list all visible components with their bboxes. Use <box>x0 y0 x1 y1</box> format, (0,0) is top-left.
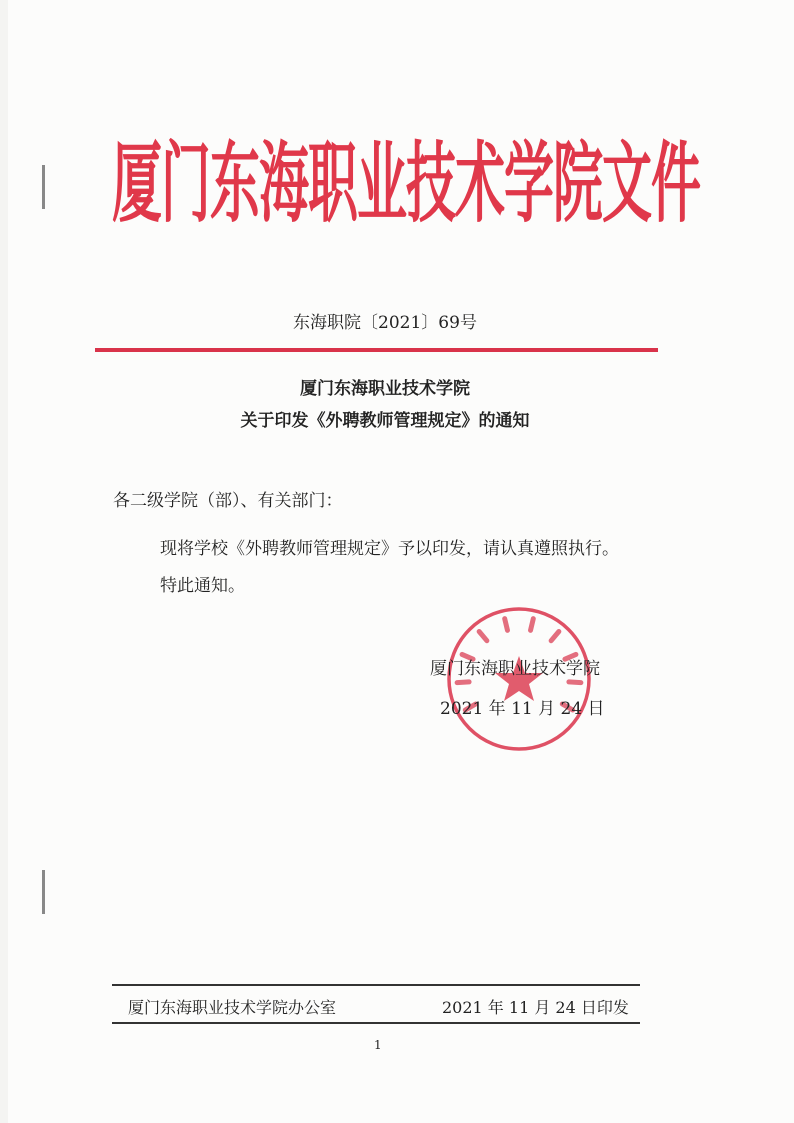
seal-letter-mark <box>505 619 508 631</box>
notice-title-line1: 厦门东海职业技术学院 <box>300 379 470 399</box>
body-paragraph: 现将学校《外聘教师管理规定》予以印发，请认真遵照执行。 <box>160 539 619 559</box>
footer-top-rule <box>112 984 640 986</box>
footer-issued-date: 2021 年 11 月 24 日印发 <box>442 998 629 1017</box>
document-number: 东海职院〔2021〕69号 <box>293 313 477 333</box>
seal-letter-mark <box>479 632 487 641</box>
footer-office: 厦门东海职业技术学院办公室 <box>128 998 337 1017</box>
page-number: 1 <box>374 1038 382 1052</box>
document-header: 厦门东海职业技术学院文件 <box>112 133 700 235</box>
footer-bottom-rule <box>112 1022 640 1024</box>
seal-letter-mark <box>457 682 469 683</box>
seal-letter-mark <box>551 632 559 641</box>
body-paragraph: 特此通知。 <box>160 576 245 596</box>
signature-date: 2021 年 11 月 24 日 <box>440 699 605 719</box>
official-seal <box>444 604 594 754</box>
binder-mark <box>42 870 45 914</box>
red-divider <box>95 348 658 352</box>
signature-org: 厦门东海职业技术学院 <box>430 659 600 679</box>
binder-mark <box>42 165 45 209</box>
seal-letter-mark <box>531 619 534 631</box>
notice-title-line2: 关于印发《外聘教师管理规定》的通知 <box>240 411 530 431</box>
seal-letter-mark <box>569 682 581 683</box>
salutation: 各二级学院（部）、有关部门： <box>113 491 343 511</box>
